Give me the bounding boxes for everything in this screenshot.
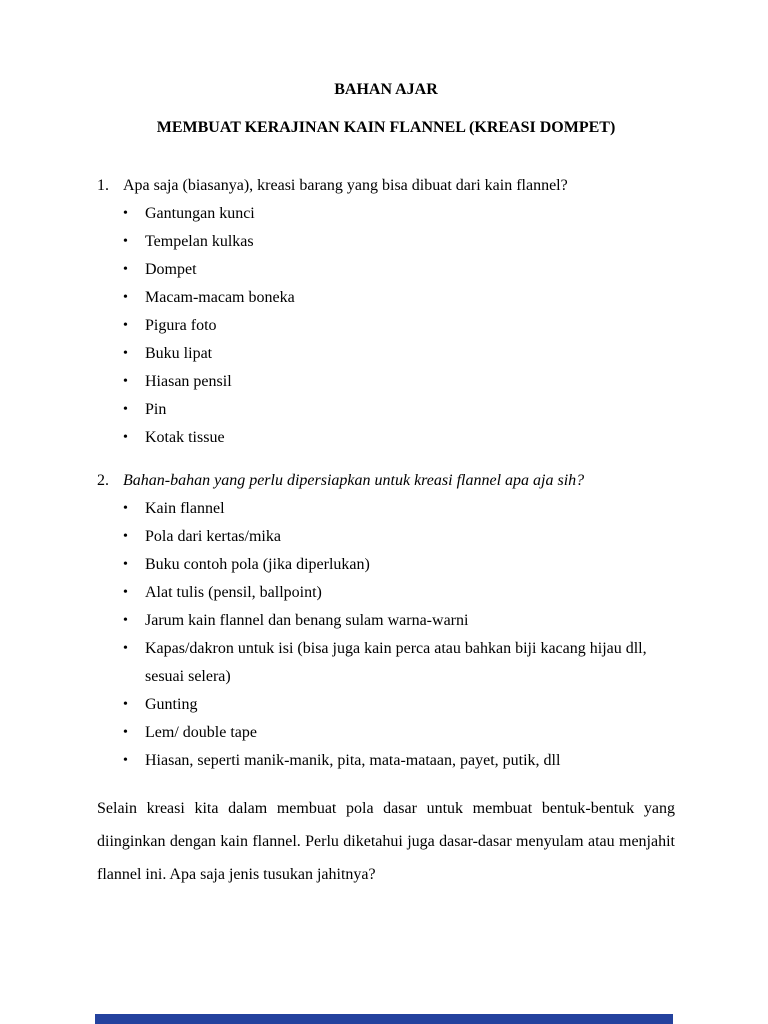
bullet-icon: • — [123, 346, 128, 361]
list-item-text: Gunting — [145, 696, 198, 713]
list-item — [123, 368, 675, 396]
bullet-icon: • — [123, 234, 128, 249]
list-item — [123, 200, 675, 228]
section-heading-text: Apa saja (biasanya), kreasi barang yang bisa dibuat dari kain flannel? — [123, 177, 568, 194]
list-item — [123, 424, 675, 452]
bullet-icon: • — [123, 697, 128, 712]
list-item-text: Pin — [145, 401, 167, 418]
bullet-icon: • — [123, 613, 128, 628]
list-item-text: Gantungan kunci — [145, 205, 255, 222]
list-item — [123, 396, 675, 424]
list-item-text: Pigura foto — [145, 317, 217, 334]
section — [97, 469, 675, 775]
list-item-text: Hiasan pensil — [145, 373, 232, 390]
list-item-text: Alat tulis (pensil, ballpoint) — [145, 584, 322, 601]
bullet-icon: • — [123, 641, 128, 656]
list-item-text: Lem/ double tape — [145, 724, 257, 741]
bullet-icon: • — [123, 753, 128, 768]
bullet-icon: • — [123, 290, 128, 305]
list-item-text: Kapas/dakron untuk isi (bisa juga kain perca atau bahkan biji kacang hijau dll, sesuai selera) — [145, 640, 647, 685]
list-item — [123, 495, 675, 523]
list-item-text: Dompet — [145, 261, 197, 278]
list-item — [123, 747, 675, 775]
list-item — [123, 635, 675, 691]
list-item — [123, 523, 675, 551]
list-item-text: Pola dari kertas/mika — [145, 528, 281, 545]
list-item — [123, 228, 675, 256]
list-item — [123, 579, 675, 607]
list-item — [123, 284, 675, 312]
list-item-text: Jarum kain flannel dan benang sulam warna-warni — [145, 612, 469, 629]
list-item — [123, 340, 675, 368]
section — [97, 174, 675, 452]
bullet-icon: • — [123, 585, 128, 600]
bullet-icon: • — [123, 402, 128, 417]
list-item — [123, 312, 675, 340]
bullet-icon: • — [123, 529, 128, 544]
document-title: BAHAN AJAR — [334, 81, 438, 98]
bullet-icon: • — [123, 501, 128, 516]
list-item-text: Hiasan, seperti manik-manik, pita, mata-mataan, payet, putik, dll — [145, 752, 561, 769]
bullet-icon: • — [123, 262, 128, 277]
list-item-text: Tempelan kulkas — [145, 233, 254, 250]
sections-container — [97, 174, 675, 775]
list-item-text: Buku contoh pola (jika diperlukan) — [145, 556, 370, 573]
list-item — [123, 551, 675, 579]
list-item — [123, 719, 675, 747]
bullet-list — [97, 200, 675, 452]
list-item-text: Kain flannel — [145, 500, 225, 517]
section-number: 1. — [97, 177, 109, 194]
section-heading — [97, 174, 675, 198]
bullet-icon: • — [123, 206, 128, 221]
list-item-text: Macam-macam boneka — [145, 289, 295, 306]
bullet-list — [97, 495, 675, 775]
footer-bar — [95, 1014, 673, 1024]
list-item-text: Buku lipat — [145, 345, 213, 362]
list-item — [123, 691, 675, 719]
bullet-icon: • — [123, 430, 128, 445]
section-heading-text: Bahan-bahan yang perlu dipersiapkan untuk kreasi flannel apa aja sih? — [123, 472, 585, 489]
bullet-icon: • — [123, 725, 128, 740]
list-item — [123, 256, 675, 284]
closing-paragraph: Selain kreasi kita dalam membuat pola dasar untuk membuat bentuk-bentuk yang diinginkan dengan kain flannel. Perlu diketahui juga dasar-dasar menyulam atau menjahit flannel ini. Apa saja jenis tusukan jahitnya? — [97, 800, 675, 883]
list-item — [123, 607, 675, 635]
section-heading — [97, 469, 675, 493]
bullet-icon: • — [123, 557, 128, 572]
list-item-text: Kotak tissue — [145, 429, 225, 446]
bullet-icon: • — [123, 374, 128, 389]
section-number: 2. — [97, 472, 109, 489]
document-subtitle: MEMBUAT KERAJINAN KAIN FLANNEL (KREASI DOMPET) — [156, 119, 616, 136]
bullet-icon: • — [123, 318, 128, 333]
